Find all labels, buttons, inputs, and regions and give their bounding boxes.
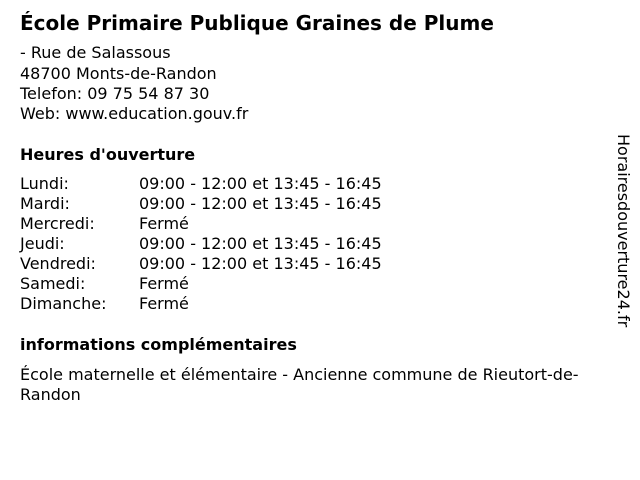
site-watermark: Horairesdouverture24.fr — [614, 134, 633, 328]
hours-value: Fermé — [139, 294, 189, 313]
additional-info-text: École maternelle et élémentaire - Ancienne commune de Rieutort-de-Randon — [20, 365, 579, 404]
address-city: 48700 Monts-de-Randon — [20, 64, 217, 83]
school-name: École Primaire Publique Graines de Plume — [20, 11, 494, 35]
phone-number: Telefon: 09 75 54 87 30 — [20, 84, 210, 103]
day-label: Mardi: — [20, 194, 70, 213]
day-label: Samedi: — [20, 274, 86, 293]
additional-info-heading: informations complémentaires — [20, 335, 297, 354]
hours-value: 09:00 - 12:00 et 13:45 - 16:45 — [139, 254, 382, 273]
opening-hours-heading: Heures d'ouverture — [20, 145, 196, 164]
hours-value: 09:00 - 12:00 et 13:45 - 16:45 — [139, 194, 382, 213]
hours-value: Fermé — [139, 274, 189, 293]
day-label: Dimanche: — [20, 294, 107, 313]
day-label: Mercredi: — [20, 214, 95, 233]
day-label: Lundi: — [20, 174, 69, 193]
hours-value: 09:00 - 12:00 et 13:45 - 16:45 — [139, 234, 382, 253]
hours-value: Fermé — [139, 214, 189, 233]
website: Web: www.education.gouv.fr — [20, 104, 249, 123]
day-label: Jeudi: — [20, 234, 65, 253]
hours-value: 09:00 - 12:00 et 13:45 - 16:45 — [139, 174, 382, 193]
day-label: Vendredi: — [20, 254, 96, 273]
address-street: - Rue de Salassous — [20, 43, 171, 62]
